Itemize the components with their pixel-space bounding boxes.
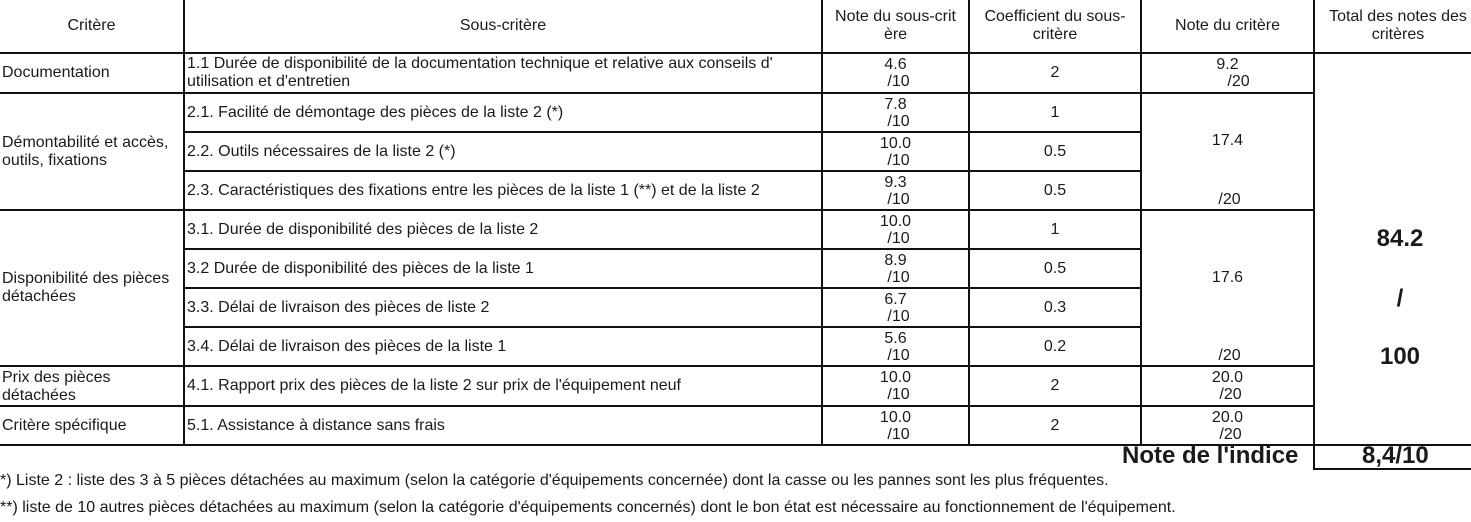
note-max: /20 — [1218, 347, 1241, 364]
note-value: 4.6 — [884, 56, 907, 73]
note-value: 17.6 — [1211, 269, 1244, 286]
note-max: /10 — [887, 346, 910, 364]
note-max: /10 — [887, 112, 910, 130]
coefficient-cell: 0.5 — [968, 131, 1142, 172]
note-max: /20 — [1219, 425, 1242, 443]
criterion-specifique: Critère spécifique — [0, 405, 185, 446]
header-note-critere: Note du critère — [1140, 0, 1315, 54]
subcriterion-3-2: 3.2 Durée de disponibilité des pièces de la liste 1 — [183, 248, 823, 289]
footnote-liste-2: *) Liste 2 : liste des 3 à 5 pièces détachées au maximum (selon la catégorie d'équipements concernée) dont la casse ou les pannes sont les plus fréquentes. — [0, 472, 1109, 489]
subcriterion-1-1: 1.1 Durée de disponibilité de la documentation technique et relative aux conseils d' utilisation et d'entretien — [183, 52, 823, 94]
coefficient-cell: 2 — [968, 405, 1142, 446]
note-max: /20 — [1218, 191, 1241, 208]
criterion-demontabilite: Démontabilité et accès, outils, fixations — [0, 92, 185, 211]
indice-label: Note de l'indice — [1122, 442, 1299, 469]
header-total: Total des notes des critères — [1313, 0, 1471, 54]
subcriterion-note — [821, 287, 970, 328]
note-value: 9.3 — [884, 173, 907, 191]
subcriterion-3-3: 3.3. Délai de livraison des pièces de liste 2 — [183, 287, 823, 328]
coefficient-cell: 1 — [968, 209, 1142, 250]
note-max: /10 — [887, 307, 910, 325]
subcriterion-note — [821, 209, 970, 250]
subcriterion-note — [821, 365, 970, 407]
subcriterion-2-1: 2.1. Facilité de démontage des pièces de la liste 2 (*) — [183, 92, 823, 133]
note-value: 10.0 — [879, 212, 912, 230]
subcriterion-note — [821, 326, 970, 367]
criterion-note — [1140, 365, 1315, 407]
header-sous-critere: Sous-critère — [183, 0, 823, 54]
note-value: 6.7 — [884, 290, 907, 308]
note-value: 20.0 — [1211, 369, 1244, 386]
subcriterion-note — [821, 170, 970, 211]
total-slash: / — [1396, 285, 1404, 312]
note-max: /10 — [887, 151, 910, 169]
note-value: 10.0 — [879, 408, 912, 426]
note-value: 5.6 — [884, 329, 907, 347]
note-max: /20 — [1227, 73, 1250, 90]
note-max: /10 — [887, 73, 910, 90]
subcriterion-note — [821, 92, 970, 133]
subcriterion-note — [821, 405, 970, 446]
subcriterion-note — [821, 248, 970, 289]
criterion-prix: Prix des pièces détachées — [0, 365, 185, 407]
subcriterion-4-1: 4.1. Rapport prix des pièces de la liste 2 sur prix de l'équipement neuf — [183, 365, 823, 407]
total-cell — [1313, 52, 1471, 446]
note-max: /10 — [887, 190, 910, 208]
criterion-note — [1140, 92, 1315, 211]
note-max: /10 — [887, 386, 910, 403]
coefficient-cell: 1 — [968, 92, 1142, 133]
footnote-liste-1: **) liste de 10 autres pièces détachées au maximum (selon la catégorie d'équipements concernés) dont le bon état est nécessaire au fonctionnement de l'équipement. — [0, 499, 1176, 516]
subcriterion-2-3: 2.3. Caractéristiques des fixations entre les pièces de la liste 1 (**) et de la liste 2 — [183, 170, 823, 211]
subcriterion-note — [821, 131, 970, 172]
subcriterion-3-4: 3.4. Délai de livraison des pièces de la liste 1 — [183, 326, 823, 367]
header-note-sous-critere: Note du sous-crit ère — [821, 0, 970, 54]
coefficient-cell: 0.2 — [968, 326, 1142, 367]
note-value: 10.0 — [879, 134, 912, 152]
note-value: 10.0 — [879, 369, 912, 386]
note-max: /10 — [887, 229, 910, 247]
total-max: 100 — [1379, 343, 1421, 370]
note-value: 9.2 — [1216, 56, 1239, 73]
subcriterion-2-2: 2.2. Outils nécessaires de la liste 2 (*) — [183, 131, 823, 172]
subcriterion-5-1: 5.1. Assistance à distance sans frais — [183, 405, 823, 446]
coefficient-cell: 0.5 — [968, 248, 1142, 289]
criterion-disponibilite: Disponibilité des pièces détachées — [0, 209, 185, 367]
note-max: /10 — [887, 425, 910, 443]
criterion-note — [1140, 405, 1315, 446]
criterion-note — [1140, 52, 1315, 94]
note-value: 20.0 — [1211, 408, 1244, 426]
criterion-documentation: Documentation — [0, 52, 185, 94]
header-critere: Critère — [0, 0, 185, 54]
note-max: /20 — [1219, 386, 1242, 403]
criterion-note — [1140, 209, 1315, 367]
indice-value: 8,4/10 — [1362, 442, 1429, 469]
subcriterion-note — [821, 52, 970, 94]
subcriterion-3-1: 3.1. Durée de disponibilité des pièces de la liste 2 — [183, 209, 823, 250]
coefficient-cell: 0.3 — [968, 287, 1142, 328]
coefficient-cell: 2 — [968, 52, 1142, 94]
note-max: /10 — [887, 268, 910, 286]
total-value: 84.2 — [1376, 225, 1424, 252]
coefficient-cell: 2 — [968, 365, 1142, 407]
header-coefficient: Coefficient du sous-critère — [968, 0, 1142, 54]
note-value: 7.8 — [884, 95, 907, 113]
note-value: 8.9 — [884, 251, 907, 269]
coefficient-cell: 0.5 — [968, 170, 1142, 211]
note-value: 17.4 — [1211, 132, 1244, 149]
